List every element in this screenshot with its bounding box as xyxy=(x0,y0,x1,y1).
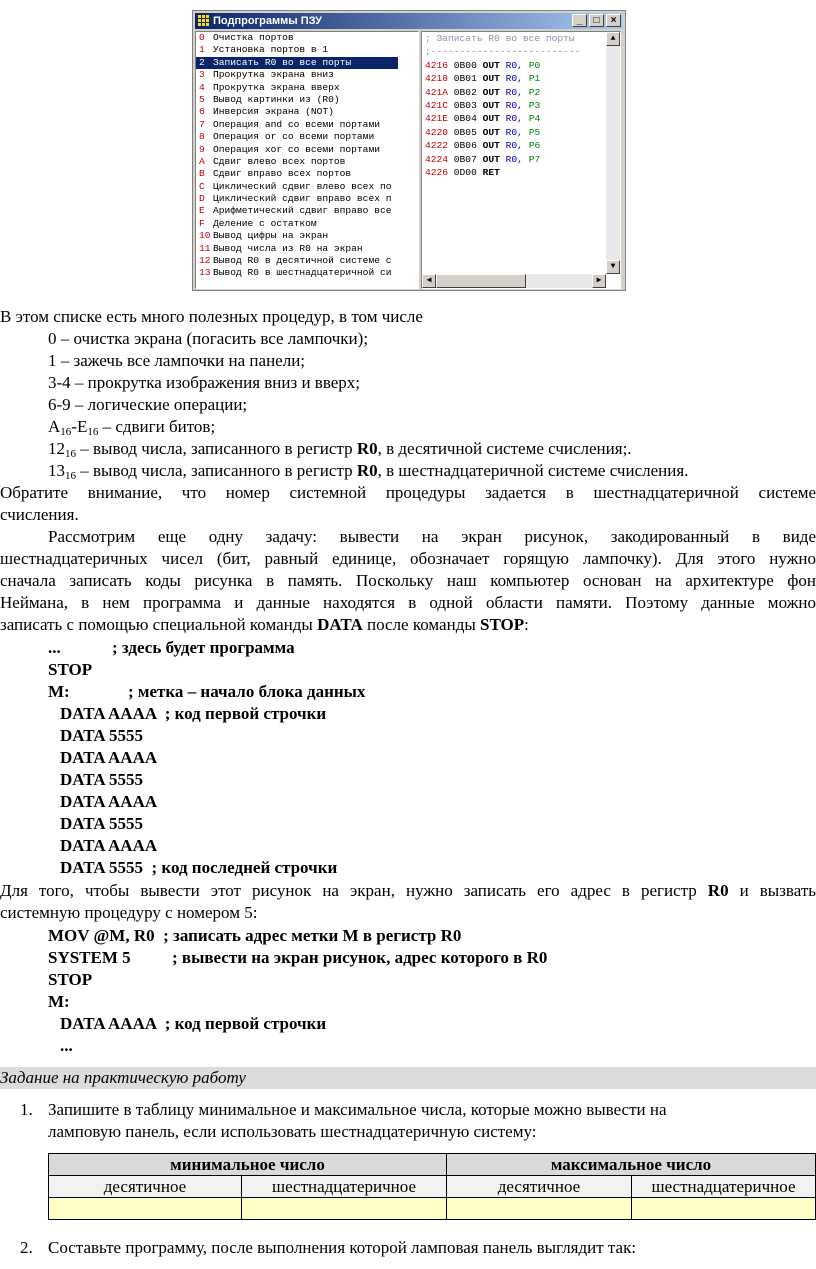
procedure-item[interactable] xyxy=(196,156,418,168)
scroll-up-icon[interactable]: ▲ xyxy=(606,32,620,46)
answer-table xyxy=(48,1153,816,1220)
paragraph-line: Для того, чтобы вывести этот рисунок на экран, нужно записать его адрес в регистр R0 и вызвать xyxy=(0,881,816,900)
procedure-list[interactable] xyxy=(195,31,419,289)
procedure-number: A xyxy=(199,155,205,167)
code-row xyxy=(422,99,620,112)
code-row xyxy=(422,153,620,166)
procedure-item[interactable] xyxy=(196,255,418,267)
code-line: SYSTEM 5 xyxy=(48,948,131,967)
procedure-item[interactable] xyxy=(196,168,418,180)
answer-cell[interactable] xyxy=(632,1198,816,1220)
code-horizontal-scrollbar[interactable] xyxy=(422,274,606,288)
code-opcode: OUT xyxy=(482,153,500,165)
code-hex: 0B07 xyxy=(453,153,477,165)
code-register: R0, xyxy=(505,59,523,71)
paragraph-line: счисления. xyxy=(0,505,79,524)
task-number: 1. xyxy=(20,1100,33,1119)
code-separator: ;-------------------------- xyxy=(425,46,581,58)
procedure-item[interactable] xyxy=(196,218,418,230)
code-row xyxy=(422,166,620,179)
procedure-label: Записать R0 во все порты xyxy=(213,56,352,68)
code-register: R0, xyxy=(505,153,523,165)
procedure-label: Инверсия экрана (NOT) xyxy=(213,106,334,118)
procedure-item[interactable] xyxy=(196,181,418,193)
procedure-item[interactable] xyxy=(196,131,418,143)
procedure-number: 4 xyxy=(199,81,205,93)
code-opcode: OUT xyxy=(482,140,500,152)
code-register: R0, xyxy=(505,140,523,152)
code-register: R0, xyxy=(505,73,523,85)
answer-cell[interactable] xyxy=(49,1198,242,1220)
code-opcode: OUT xyxy=(482,73,500,85)
procedure-number: F xyxy=(199,217,205,229)
max-number-header: максимальное число xyxy=(447,1154,816,1176)
list-item-decimal-output: $12_{16}$ – вывод числа, записанного в регистр R0, в десятичной системе счисления;. xyxy=(48,439,632,460)
paragraph-line: Обратите внимание, что номер системной процедуры задается в шестнадцатеричной системе xyxy=(0,483,816,502)
procedure-item[interactable] xyxy=(196,144,418,156)
code-line: DATA 5555 xyxy=(60,770,143,789)
paragraph-line: шестнадцатеричных чисел (бит, равный единице, обозначает горящую лампочку). Для этого нужно xyxy=(0,549,816,568)
code-port: P2 xyxy=(528,86,541,98)
code-line: ... xyxy=(60,1036,73,1055)
decimal-column-header: десятичное xyxy=(447,1176,632,1198)
procedure-number: 0 xyxy=(199,32,205,43)
procedure-item[interactable] xyxy=(196,119,418,131)
procedure-item[interactable] xyxy=(196,106,418,118)
code-line: M: xyxy=(48,682,70,701)
procedure-label: Вывод R0 в шестнадцатеричной си xyxy=(213,267,392,279)
code-line: STOP xyxy=(48,970,93,989)
procedure-label: Операция xor со всеми портами xyxy=(213,143,380,155)
procedure-label: Сдвиг влево всех портов xyxy=(213,155,346,167)
code-opcode: OUT xyxy=(482,113,500,125)
scroll-thumb[interactable] xyxy=(436,274,526,288)
window-titlebar[interactable] xyxy=(195,13,623,29)
procedure-label: Вывод картинки из (R0) xyxy=(213,93,340,105)
code-line: DATA AAAA ; код первой строчки xyxy=(60,704,327,723)
task-text: ламповую панель, если использовать шестнадцатеричную систему: xyxy=(48,1122,537,1141)
procedure-number: 6 xyxy=(199,106,205,118)
code-address: 4222 xyxy=(425,140,449,152)
code-row xyxy=(422,59,620,72)
code-address: 4216 xyxy=(425,59,449,71)
code-port: P0 xyxy=(528,59,541,71)
code-address: 4226 xyxy=(425,166,449,178)
code-register: R0, xyxy=(505,113,523,125)
code-opcode: OUT xyxy=(482,126,500,138)
code-opcode: OUT xyxy=(482,99,500,111)
list-item: 6-9 – логические операции; xyxy=(48,395,248,414)
procedure-item[interactable] xyxy=(196,205,418,217)
procedure-label: Прокрутка экрана вверх xyxy=(213,81,340,93)
code-hex: 0B06 xyxy=(453,140,477,152)
code-comment-line: ; здесь будет программа xyxy=(112,638,295,657)
paragraph-line: записать с помощью специальной команды DATA после команды STOP: xyxy=(0,615,529,634)
code-hex: 0B01 xyxy=(453,73,477,85)
code-port: P5 xyxy=(528,126,541,138)
procedure-number: E xyxy=(199,205,205,217)
procedure-label: Деление с остатком xyxy=(213,217,317,229)
window-title: Подпрограммы ПЗУ xyxy=(213,15,322,27)
procedure-label: Прокрутка экрана вниз xyxy=(213,69,334,81)
hex-column-header: шестнадцатеричное xyxy=(632,1176,816,1198)
task-text: Запишите в таблицу минимальное и максимальное числа, которые можно вывести на xyxy=(48,1100,667,1119)
procedure-number: 8 xyxy=(199,131,205,143)
list-item: 3-4 – прокрутка изображения вниз и вверх; xyxy=(48,373,361,392)
procedure-item[interactable] xyxy=(196,69,418,81)
code-line: ... xyxy=(48,638,61,657)
code-line: DATA AAAA xyxy=(60,836,158,855)
paragraph-line: Рассмотрим еще одну задачу: вывести на экран рисунок, закодированный в виде xyxy=(48,527,816,546)
paragraph-line: Неймана, в нем программа и данные находятся в одной области памяти. Поэтому данные можно xyxy=(0,593,816,612)
procedure-item[interactable] xyxy=(196,44,418,56)
code-hex: 0B00 xyxy=(453,59,477,71)
code-comment-line: ; вывести на экран рисунок, адрес которого в R0 xyxy=(172,948,548,967)
code-line: DATA 5555 xyxy=(60,726,143,745)
code-register: R0, xyxy=(505,126,523,138)
procedure-item[interactable] xyxy=(196,94,418,106)
procedure-number: 3 xyxy=(199,69,205,81)
procedure-item[interactable] xyxy=(196,82,418,94)
scroll-right-icon[interactable]: ▶ xyxy=(592,274,606,288)
code-line: DATA AAAA xyxy=(60,792,158,811)
code-row xyxy=(422,86,620,99)
maximize-button[interactable]: □ xyxy=(589,14,604,27)
procedure-label: Циклический сдвиг влево всех по xyxy=(213,180,392,192)
code-port: P1 xyxy=(528,73,541,85)
procedure-number: 5 xyxy=(199,93,205,105)
code-port: P4 xyxy=(528,113,541,125)
code-hex: 0B03 xyxy=(453,99,477,111)
hex-column-header: шестнадцатеричное xyxy=(242,1176,447,1198)
scroll-left-icon[interactable]: ◀ xyxy=(422,274,436,288)
code-hex: 0B02 xyxy=(453,86,477,98)
procedure-number: 1 xyxy=(199,44,205,56)
procedure-label: Операция and со всеми портами xyxy=(213,118,380,130)
rom-procedures-window xyxy=(192,10,626,291)
procedure-label: Операция or со всеми портами xyxy=(213,131,375,143)
answer-cell[interactable] xyxy=(242,1198,447,1220)
procedure-item[interactable] xyxy=(196,267,418,279)
code-hex: 0B05 xyxy=(453,126,477,138)
procedure-number: C xyxy=(199,180,205,192)
procedure-number: B xyxy=(199,168,205,180)
code-port: P6 xyxy=(528,140,541,152)
list-item-shifts: $A_{16}-E_{16}$ – сдвиги битов; xyxy=(48,417,216,438)
procedure-label: Очистка портов xyxy=(213,32,294,43)
task-text: Составьте программу, после выполнения которой ламповая панель выглядит так: xyxy=(48,1238,637,1257)
procedure-label: Циклический сдвиг вправо всех п xyxy=(213,193,392,205)
code-opcode: OUT xyxy=(482,86,500,98)
procedure-number: 2 xyxy=(199,56,205,68)
code-address: 421C xyxy=(425,99,449,111)
procedure-number: 13 xyxy=(199,267,211,279)
procedure-label: Установка портов в 1 xyxy=(213,44,329,56)
procedure-number: 12 xyxy=(199,255,211,267)
procedure-number: 7 xyxy=(199,118,205,130)
code-register: R0, xyxy=(505,99,523,111)
list-item: 0 – очистка экрана (погасить все лампочки); xyxy=(48,329,369,348)
paragraph-line: сначала записать коды рисунка в память. Поскольку наш компьютер основан на архитектуре фон xyxy=(0,571,816,590)
procedure-number: 10 xyxy=(199,230,211,242)
intro-paragraph: В этом списке есть много полезных процедур, в том числе xyxy=(0,307,423,326)
code-address: 4224 xyxy=(425,153,449,165)
procedure-item[interactable] xyxy=(196,243,418,255)
decimal-column-header: десятичное xyxy=(49,1176,242,1198)
procedure-label: Вывод числа из R0 на экран xyxy=(213,242,363,254)
procedure-item[interactable] xyxy=(196,57,398,69)
code-opcode: RET xyxy=(482,166,500,178)
task-heading: Задание на практическую работу xyxy=(0,1067,816,1089)
code-comment-line: ; метка – начало блока данных xyxy=(128,682,366,701)
code-line: STOP xyxy=(48,660,93,679)
code-opcode: OUT xyxy=(482,59,500,71)
code-hex: 0B04 xyxy=(453,113,477,125)
procedure-item[interactable] xyxy=(196,32,418,44)
code-hex: 0D00 xyxy=(453,166,477,178)
code-row xyxy=(422,112,620,125)
code-address: 4220 xyxy=(425,126,449,138)
code-view xyxy=(421,31,621,289)
code-line: DATA 5555 ; код последней строчки xyxy=(60,858,338,877)
list-item-hex-output: $13_{16}$ – вывод числа, записанного в регистр R0, в шестнадцатеричной системе счисления. xyxy=(48,461,689,482)
code-port: P3 xyxy=(528,99,541,111)
code-address: 421E xyxy=(425,113,449,125)
code-line: DATA 5555 xyxy=(60,814,143,833)
code-port: P7 xyxy=(528,153,541,165)
task-number: 2. xyxy=(20,1238,33,1257)
close-button[interactable]: × xyxy=(606,14,621,27)
code-line: M: xyxy=(48,992,70,1011)
code-comment: ; Записать R0 во все порты xyxy=(425,33,575,44)
app-grid-icon xyxy=(198,15,210,27)
code-register: R0, xyxy=(505,86,523,98)
code-line: DATA AAAA xyxy=(60,748,158,767)
procedure-label: Арифметический сдвиг вправо все xyxy=(213,205,392,217)
code-row xyxy=(422,139,620,152)
code-address: 4218 xyxy=(425,73,449,85)
code-address: 421A xyxy=(425,86,449,98)
procedure-number: 9 xyxy=(199,143,205,155)
answer-cell[interactable] xyxy=(447,1198,632,1220)
procedure-item[interactable] xyxy=(196,230,418,242)
paragraph-line: системную процедуру с номером 5: xyxy=(0,903,258,922)
procedure-item[interactable] xyxy=(196,193,418,205)
procedure-number: 11 xyxy=(199,242,211,254)
minimize-button[interactable]: _ xyxy=(572,14,587,27)
code-row xyxy=(422,72,620,85)
code-vertical-scrollbar[interactable] xyxy=(606,32,620,274)
procedure-label: Вывод цифры на экран xyxy=(213,230,329,242)
list-item: 1 – зажечь все лампочки на панели; xyxy=(48,351,306,370)
code-line: DATA AAAA ; код первой строчки xyxy=(60,1014,327,1033)
procedure-label: Вывод R0 в десятичной системе с xyxy=(213,255,392,267)
code-row xyxy=(422,126,620,139)
procedure-number: D xyxy=(199,193,205,205)
procedure-label: Сдвиг вправо всех портов xyxy=(213,168,352,180)
code-line: MOV @M, R0 ; записать адрес метки M в регистр R0 xyxy=(48,926,462,945)
min-number-header: минимальное число xyxy=(49,1154,447,1176)
scroll-down-icon[interactable]: ▼ xyxy=(606,260,620,274)
